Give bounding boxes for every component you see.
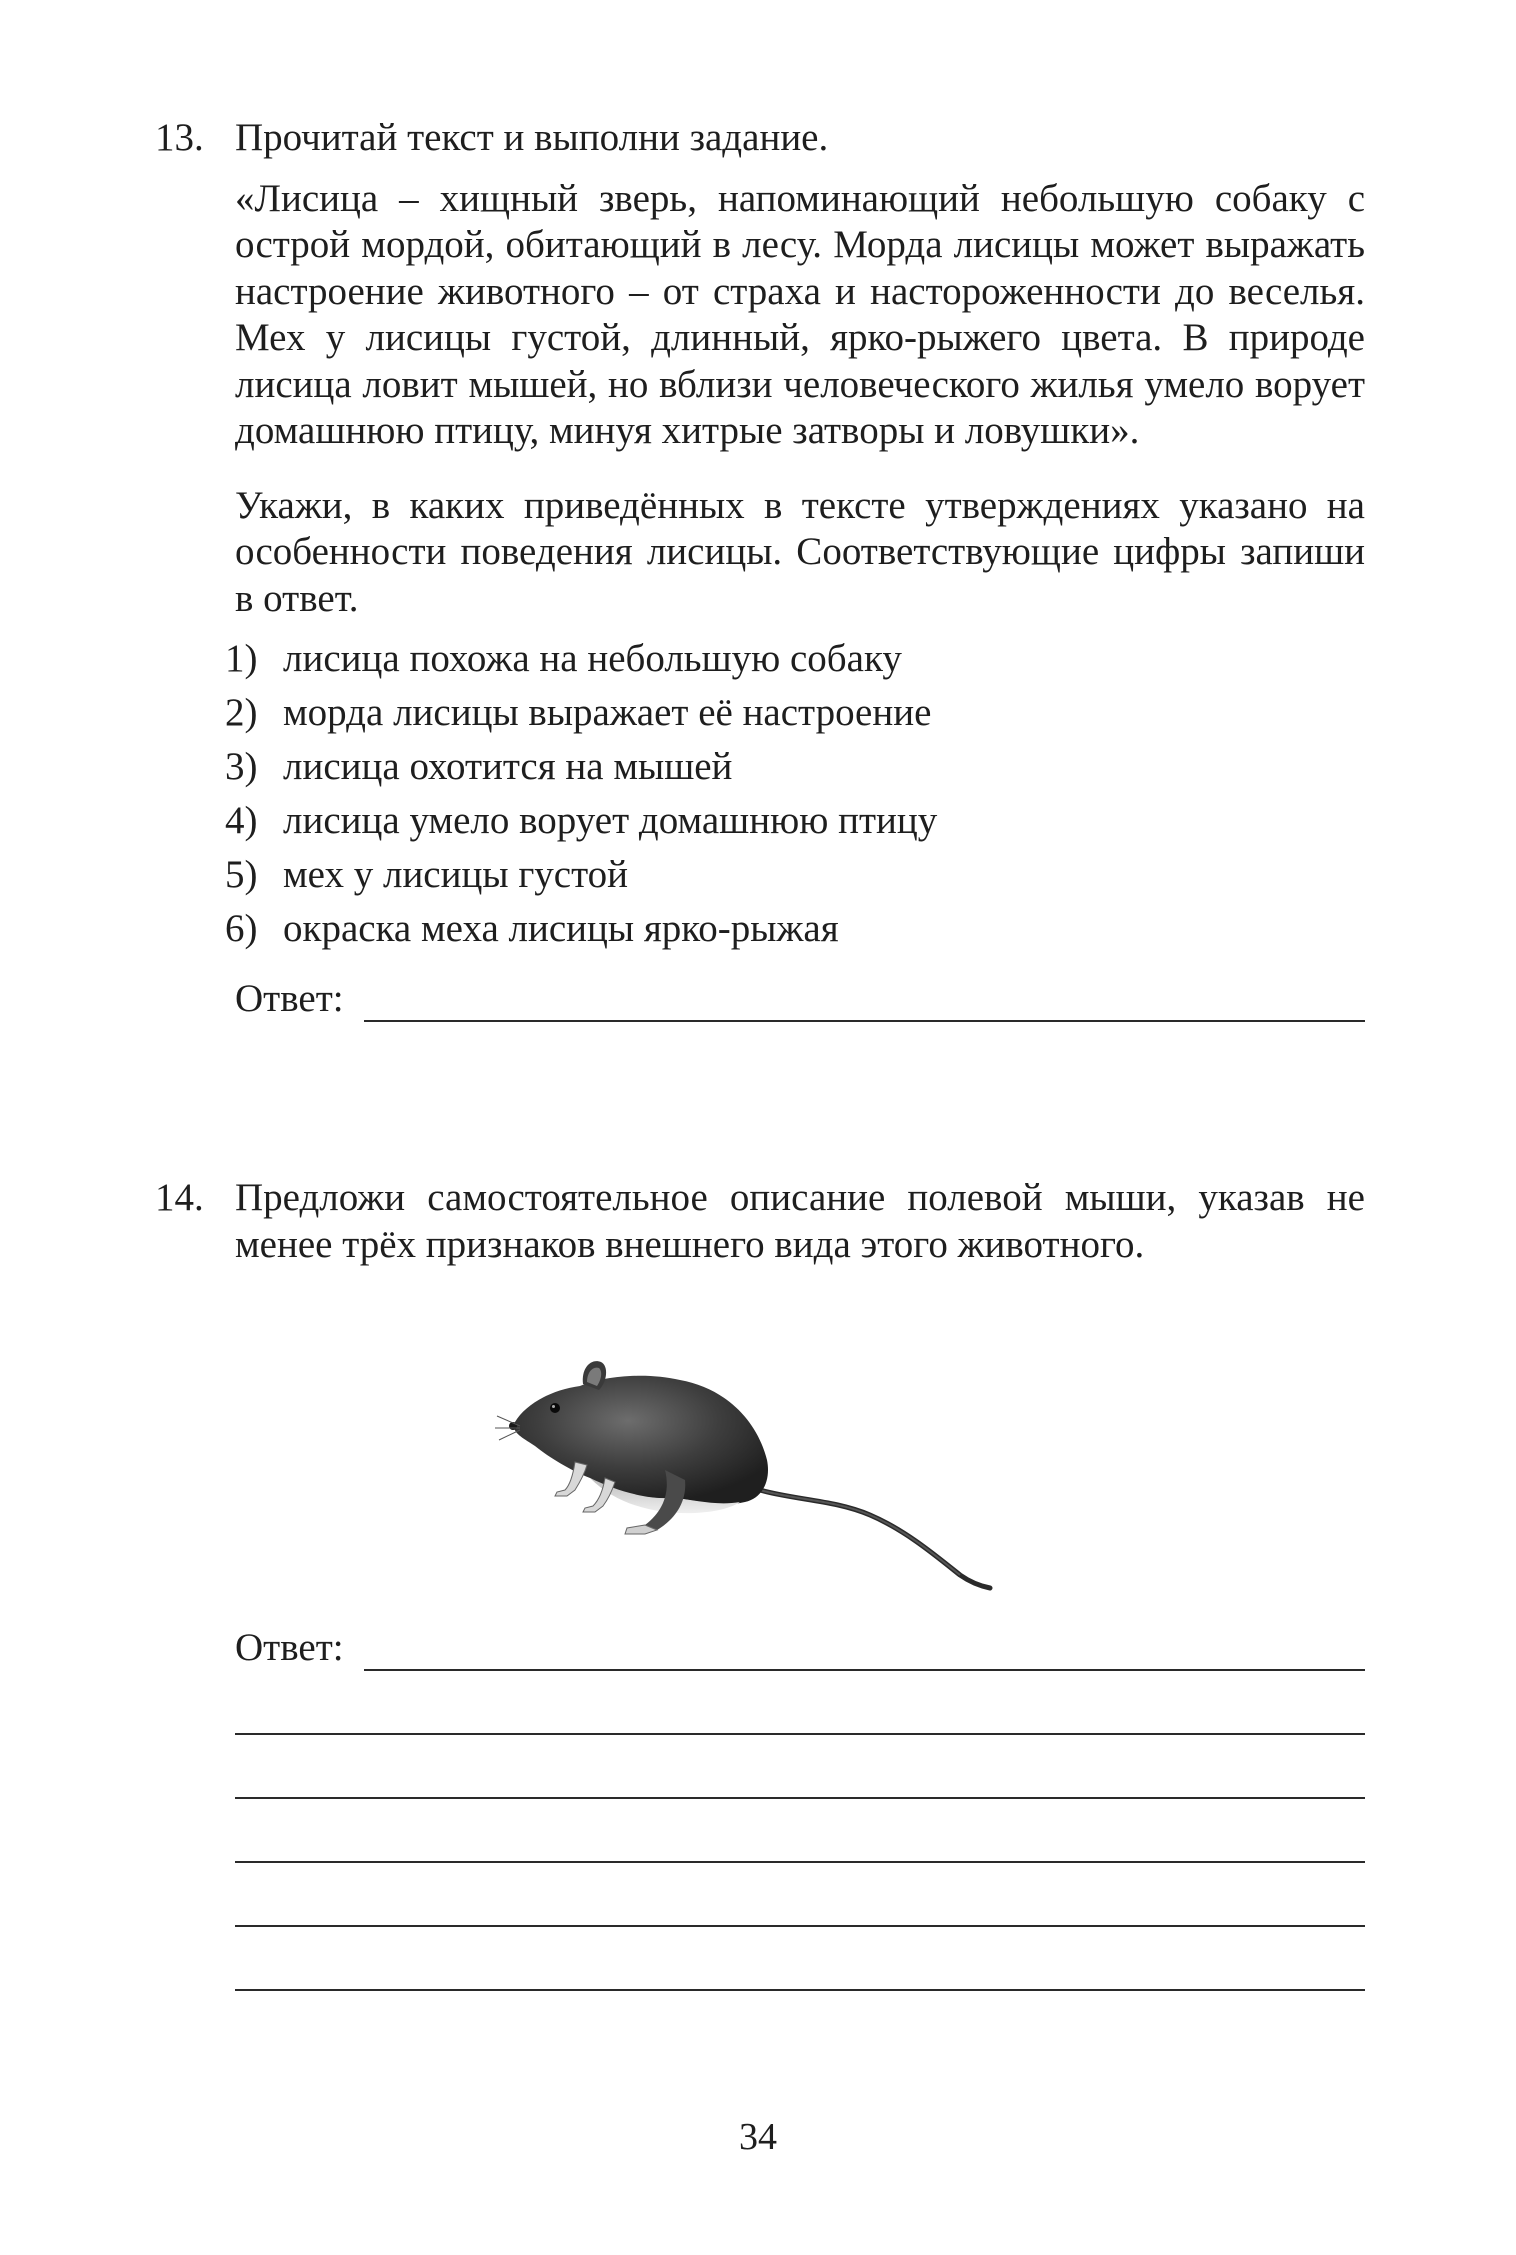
task-14 <box>155 1175 1365 1268</box>
task-instruction: Предложи самостоятельное описание полевой мыши, указав не менее трёх признаков внешнего вида этого животного. <box>235 1176 1365 1266</box>
task-14-answer <box>155 1625 1365 1991</box>
answer-line[interactable] <box>235 1671 1365 1735</box>
answer-line[interactable] <box>235 1799 1365 1863</box>
option-item <box>225 848 1365 902</box>
answer-line[interactable] <box>235 1863 1365 1927</box>
question-text: Укажи, в каких приведённых в тексте утверждениях указано на особенности поведения лисицы. Соответствующие цифры запиши в ответ. <box>235 483 1365 620</box>
task-body <box>225 115 1365 1022</box>
task-number: 13. <box>155 116 204 159</box>
option-text: лисица охотится на мышей <box>283 745 733 788</box>
quote-text: «Лисица – хищный зверь, напоминающий небольшую собаку с острой мордой, обитающий в лесу. Морда лисицы может выражать настроение животного – от страха и настороженности до веселья. Мех у лисицы густой, длинный, ярко-рыжего цвета. В природе лисица ловит мышей, но вблизи человеческого жилья умело ворует домашнюю птицу, минуя хитрые затворы и ловушки». <box>235 176 1365 452</box>
options-list <box>225 632 1365 956</box>
answer-area <box>235 1625 1365 1991</box>
option-item <box>225 740 1365 794</box>
option-item <box>225 794 1365 848</box>
option-item <box>225 902 1365 956</box>
answer-label: Ответ: <box>235 977 344 1020</box>
option-number: 5) <box>225 853 258 896</box>
option-text: окраска меха лисицы ярко-рыжая <box>283 907 839 950</box>
page-number: 34 <box>739 2116 777 2158</box>
option-item <box>225 632 1365 686</box>
option-text: мех у лисицы густой <box>283 853 629 896</box>
option-number: 4) <box>225 799 258 842</box>
answer-field[interactable] <box>364 1635 1365 1671</box>
answer-row <box>235 1625 1365 1671</box>
mouse-icon <box>495 1350 1035 1605</box>
answer-field[interactable] <box>364 986 1365 1022</box>
option-number: 6) <box>225 907 258 950</box>
field-mouse-illustration <box>495 1350 1035 1605</box>
answer-line[interactable] <box>235 1927 1365 1991</box>
answer-row <box>235 976 1365 1022</box>
option-number: 2) <box>225 691 258 734</box>
answer-line[interactable] <box>235 1735 1365 1799</box>
option-text: лисица умело ворует домашнюю птицу <box>283 799 938 842</box>
option-text: лисица похожа на небольшую собаку <box>283 637 902 680</box>
task-instruction: Прочитай текст и выполни задание. <box>235 116 829 159</box>
task-body <box>235 1175 1365 1268</box>
option-item <box>225 686 1365 740</box>
option-text: морда лисицы выражает её настроение <box>283 691 932 734</box>
answer-label: Ответ: <box>235 1626 344 1669</box>
task-13 <box>155 115 1365 1022</box>
option-number: 1) <box>225 637 258 680</box>
option-number: 3) <box>225 745 258 788</box>
task-number: 14. <box>155 1176 204 1219</box>
